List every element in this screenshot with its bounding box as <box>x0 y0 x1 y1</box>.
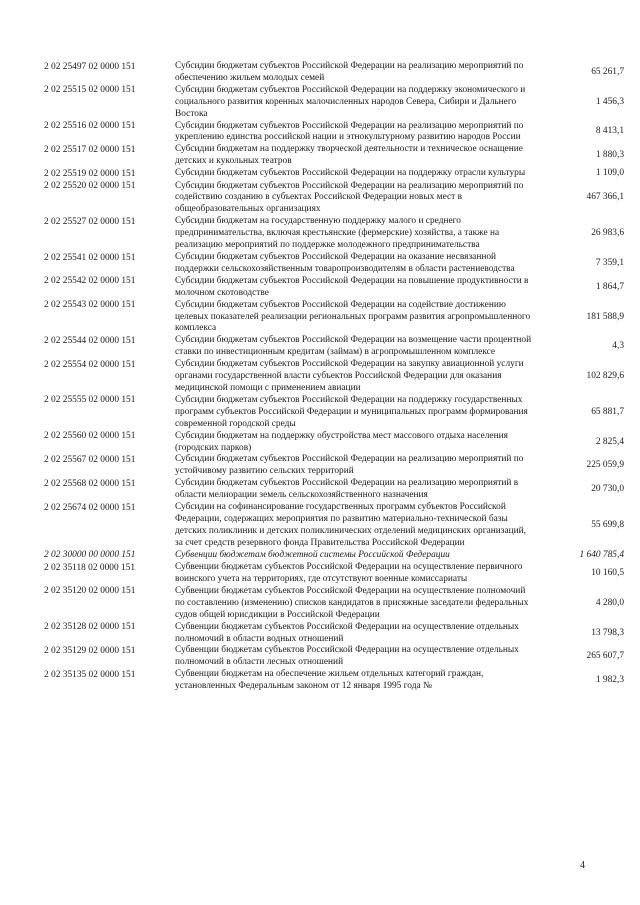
row-code: 2 02 30000 00 0000 151 <box>44 550 136 561</box>
row-amount: 4 280,0 <box>595 597 624 608</box>
row-code: 2 02 35135 02 0000 151 <box>44 669 136 680</box>
row-amount: 265 607,7 <box>586 651 624 662</box>
row-amount: 55 699,8 <box>591 519 624 530</box>
row-code: 2 02 25568 02 0000 151 <box>44 478 136 489</box>
row-description: Субвенции бюджетам субъектов Российской Федерации на осуществление первичного воинского учета на территориях, где отсутствуют военные комиссариаты <box>175 562 523 584</box>
row-amount: 26 983,6 <box>591 228 624 239</box>
table-row <box>44 586 624 622</box>
table-row <box>44 502 624 550</box>
budget-table <box>44 61 624 693</box>
row-code: 2 02 25544 02 0000 151 <box>44 335 136 346</box>
table-row <box>44 300 624 336</box>
row-code: 2 02 35120 02 0000 151 <box>44 586 136 597</box>
row-description: Субсидии бюджетам субъектов Российской Федерации на поддержку отрасли культуры <box>175 168 526 179</box>
row-code: 2 02 25517 02 0000 151 <box>44 144 136 155</box>
row-code: 2 02 25527 02 0000 151 <box>44 216 136 227</box>
table-row <box>44 562 624 586</box>
row-amount: 7 359,1 <box>595 257 624 268</box>
table-row <box>44 276 624 300</box>
row-amount: 13 798,3 <box>591 627 624 638</box>
row-amount: 181 588,9 <box>586 311 624 322</box>
row-amount: 8 413,1 <box>595 126 624 137</box>
table-body <box>44 61 624 693</box>
page-number: 4 <box>580 860 585 871</box>
row-description: Субвенции бюджетам бюджетной системы Российской Федерации <box>175 549 450 560</box>
row-code: 2 02 35128 02 0000 151 <box>44 622 136 633</box>
row-amount: 65 881,7 <box>591 406 624 417</box>
row-code: 2 02 25515 02 0000 151 <box>44 85 136 96</box>
row-amount: 1 982,3 <box>595 675 624 686</box>
row-description: Субсидии бюджетам субъектов Российской Федерации на реализацию мероприятий по укреплению единства российской нации и этнокультурному развитию народов России <box>175 120 524 143</box>
row-code: 2 02 25543 02 0000 151 <box>44 300 136 311</box>
table-row <box>44 61 624 85</box>
row-description: Субвенции бюджетам на обеспечение жильем отдельных категорий граждан, установленных Федеральным законом от 12 января 1995 года № <box>175 669 484 692</box>
row-amount: 10 160,5 <box>591 568 624 579</box>
row-description: Субсидии бюджетам субъектов Российской Федерации на реализацию мероприятий по содействию созданию в субъектах Российской Федерации новых мест в общеобразовательных организациях <box>175 180 524 215</box>
row-amount: 467 366,1 <box>586 192 624 203</box>
row-description: Субсидии бюджетам субъектов Российской Федерации на повышение продуктивности в молочном скотоводстве <box>175 275 529 298</box>
row-amount: 1 640 785,4 <box>579 549 624 560</box>
row-code: 2 02 35129 02 0000 151 <box>44 645 136 656</box>
table-row <box>44 550 624 562</box>
table-row <box>44 144 624 168</box>
table-row <box>44 454 624 478</box>
row-description: Субсидии бюджетам субъектов Российской Федерации на реализацию мероприятий в области мелиорации земель сельскохозяйственного назначения <box>175 478 519 501</box>
table-row <box>44 622 624 646</box>
row-code: 2 02 25567 02 0000 151 <box>44 454 136 465</box>
table-row <box>44 669 624 693</box>
table-row <box>44 85 624 121</box>
table-row <box>44 121 624 145</box>
row-amount: 1 880,3 <box>595 150 624 161</box>
table-row <box>44 645 624 669</box>
row-code: 2 02 25516 02 0000 151 <box>44 121 136 132</box>
row-code: 2 02 25674 02 0000 151 <box>44 502 136 513</box>
table-row <box>44 252 624 276</box>
table-row <box>44 395 624 431</box>
row-description: Субсидии бюджетам субъектов Российской Федерации на оказание несвязанной поддержки сельскохозяйственным товаропроизводителям в области растениеводства <box>175 252 515 274</box>
row-description: Субсидии бюджетам субъектов Российской Федерации на поддержку государственных программ субъектов Российской Федерации и муниципальных программ формирования современной городской среды <box>175 394 528 429</box>
row-amount: 1 456,3 <box>595 96 624 107</box>
row-description: Субвенции бюджетам субъектов Российской Федерации на осуществление отдельных полномочий в области лесных отношений <box>175 645 519 668</box>
row-code: 2 02 25520 02 0000 151 <box>44 181 136 192</box>
table-row <box>44 216 624 252</box>
row-description: Субсидии бюджетам на поддержку творческой деятельности и техническое оснащение детских и кукольных театров <box>175 144 523 167</box>
row-description: Субсидии бюджетам субъектов Российской Федерации на поддержку экономического и социального развития коренных малочисленных народов Севера, Сибири и Дальнего Востока <box>175 84 526 119</box>
row-description: Субсидии бюджетам субъектов Российской Федерации на содействие достижению целевых показателей реализации региональных программ развития агропромышленного комплекса <box>175 299 531 334</box>
row-amount: 2 825,4 <box>595 436 624 447</box>
row-amount: 102 829,6 <box>586 371 624 382</box>
row-code: 2 02 25542 02 0000 151 <box>44 276 136 287</box>
row-code: 2 02 25519 02 0000 151 <box>44 168 136 179</box>
row-description: Субсидии бюджетам на поддержку обустройства мест массового отдыха населения (городских парков) <box>175 430 508 453</box>
row-description: Субсидии бюджетам субъектов Российской Федерации на реализацию мероприятий по обеспечению жильем молодых семей <box>175 61 524 83</box>
table-row <box>44 359 624 395</box>
table-row <box>44 168 624 180</box>
table-row <box>44 181 624 217</box>
row-code: 2 02 25554 02 0000 151 <box>44 359 136 370</box>
row-code: 2 02 35118 02 0000 151 <box>44 562 136 573</box>
row-amount: 4,3 <box>612 341 624 352</box>
row-description: Субсидии бюджетам субъектов Российской Федерации на возмещение части процентной ставки по инвестиционным кредитам (займам) в агропромышленном комплексе <box>175 335 532 358</box>
table-row <box>44 478 624 502</box>
row-amount: 65 261,7 <box>591 66 624 77</box>
row-description: Субсидии на софинансирование государственных программ субъектов Российской Федерации, содержащих мероприятия по развитию материально-технической базы детских поликлиник и детских поликлинических отделений медицинских организаций, за счет средств резервного фонда Правительства Российской Федерации <box>175 502 527 548</box>
row-amount: 225 059,9 <box>586 460 624 471</box>
row-amount: 1 864,7 <box>595 281 624 292</box>
table-row <box>44 335 624 359</box>
row-description: Субвенции бюджетам субъектов Российской Федерации на осуществление отдельных полномочий в области водных отношений <box>175 621 519 644</box>
row-description: Субсидии бюджетам субъектов Российской Федерации на реализацию мероприятий по устойчивому развитию сельских территорий <box>175 454 524 477</box>
row-description: Субсидии бюджетам субъектов Российской Федерации на закупку авиационной услуги органами государственной власти субъектов Российской Федерации для оказания медицинской помощи с применением авиации <box>175 359 524 393</box>
row-code: 2 02 25555 02 0000 151 <box>44 395 136 406</box>
row-description: Субсидии бюджетам на государственную поддержку малого и среднего предпринимательства, включая крестьянские (фермерские) хозяйства, а также на реализацию мероприятий по поддержке молодежного предпринимательства <box>175 216 500 251</box>
row-code: 2 02 25541 02 0000 151 <box>44 252 136 263</box>
row-amount: 20 730,0 <box>591 484 624 495</box>
table-row <box>44 431 624 455</box>
row-code: 2 02 25497 02 0000 151 <box>44 61 136 72</box>
row-description: Субвенции бюджетам субъектов Российской Федерации на осуществление полномочий по составлению (изменению) списков кандидатов в присяжные заседатели федеральных судов общей юрисдикции в Российской Федерации <box>175 585 529 620</box>
row-code: 2 02 25560 02 0000 151 <box>44 431 136 442</box>
row-amount: 1 109,0 <box>595 168 624 179</box>
